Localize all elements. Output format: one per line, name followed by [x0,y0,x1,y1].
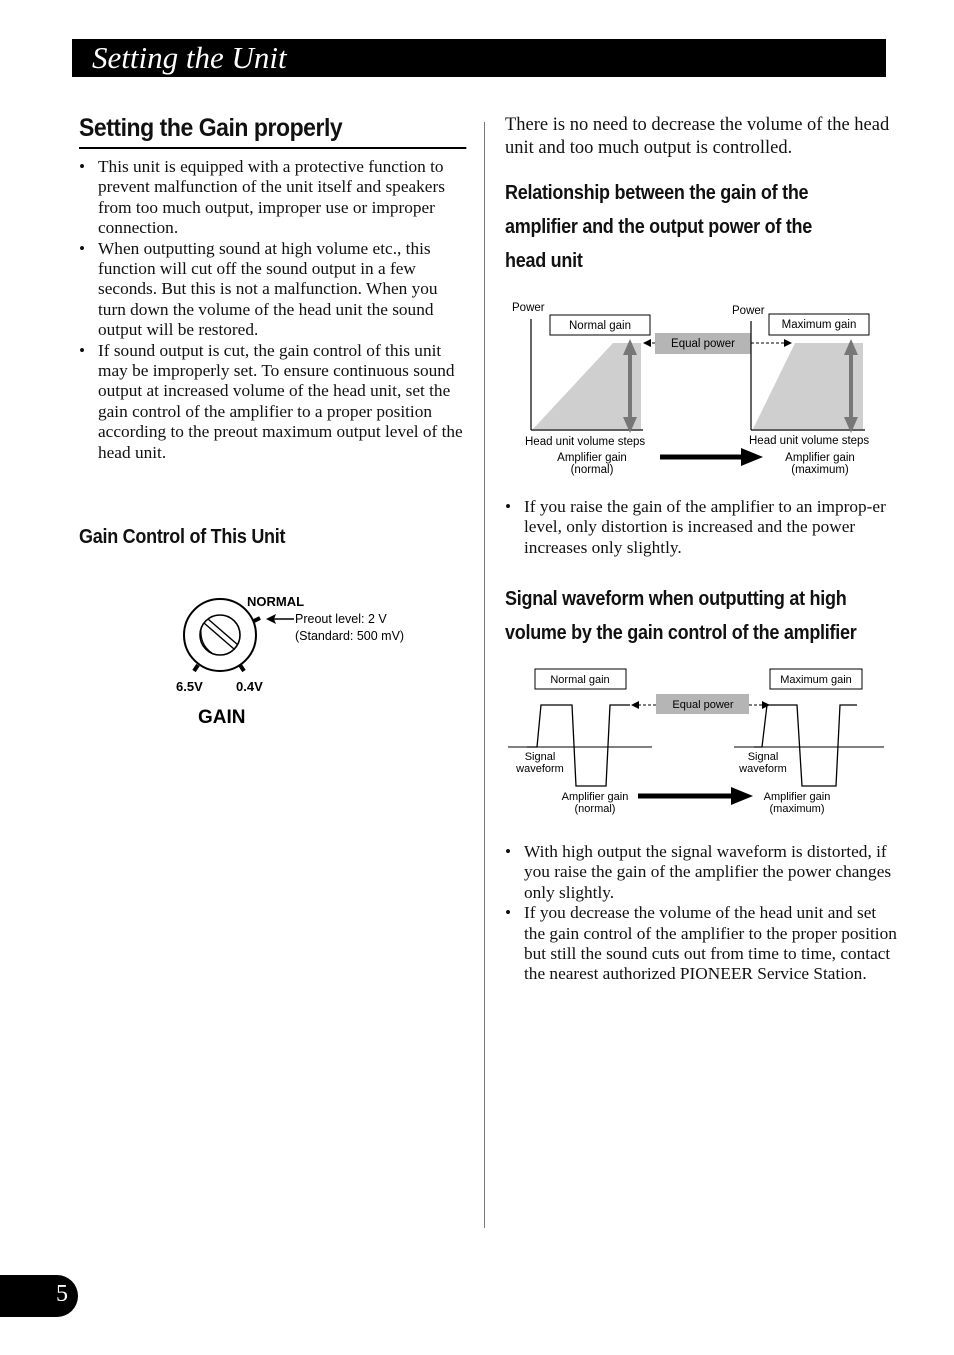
right-column [505,114,897,278]
page-title: Setting the Unit [92,40,287,75]
protection-bullets [79,157,467,463]
maximum-gain-label: Maximum gain [781,319,857,331]
list-item: • This unit is equipped with a protective function to prevent malfunction of the unit itself and speakers from too much output, improper use or improper connection. [79,157,467,239]
amp-gain-normal-sub: (normal) [570,464,614,476]
signal-waveform-label-sub: waveform [739,763,787,775]
power-relationship-diagram [505,295,900,485]
heading-line: head unit [505,250,583,272]
list-item: • With high output the signal waveform is distorted, if you raise the gain of the amplifier the power changes only slightly. [505,842,897,903]
amp-gain-maximum: Amplifier gain [763,791,831,803]
header-bar [72,39,886,77]
list-item: • If you decrease the volume of the head unit and set the gain control of the amplifier to the proper position but still the sound cuts out from time to time, contact the nearest authorized PIONEER Service Station. [505,903,897,985]
label-0-4v: 0.4V [236,679,263,694]
amp-gain-normal: Amplifier gain [557,452,627,464]
preout-level: Preout level: 2 V [295,612,387,626]
list-item: • When outputting sound at high volume etc., this function will cut off the sound output in a few seconds. But this is not a malfunction. When you turn down the volume of the head unit the sound output will be restored. [79,239,467,341]
equal-power-label: Equal power [672,699,734,711]
amp-gain-normal: Amplifier gain [561,791,629,803]
heading-line: volume by the gain control of the amplifier [505,622,857,644]
min-tick [194,665,198,671]
gain-knob-diagram [170,585,430,735]
signal-waveform-label-sub: waveform [516,763,564,775]
normal-gain-label: Normal gain [569,320,631,332]
section-title: Setting the Gain properly [79,114,466,149]
max-tick [240,665,244,671]
list-item: • If sound output is cut, the gain control of this unit may be improperly set. To ensure continuous sound output at increased volume of the head unit, set the gain control of the amplifier to a proper position according to the preout maximum output level of the head unit. [79,341,467,463]
power-area-normal [533,343,641,429]
left-column [79,114,467,548]
label-6-5v: 6.5V [176,679,203,694]
gain-control-heading: Gain Control of This Unit [79,526,286,548]
distortion-bullets [505,497,897,558]
signal-waveform-label: Signal [747,751,779,763]
heading-line: Relationship between the gain of the [505,182,809,204]
steps-label: Head unit volume steps [525,436,646,448]
gain-label: GAIN [198,707,246,728]
amp-gain-maximum: Amplifier gain [785,452,855,464]
column-divider [484,122,485,1228]
heading-line: Signal waveform when outputting at high [505,588,847,610]
amp-gain-maximum-sub: (maximum) [791,464,849,476]
page-number-badge [0,1275,78,1317]
power-area-maximum [753,343,863,429]
page-number: 5 [56,1281,68,1307]
intro-paragraph: There is no need to decrease the volume of the head unit and too much output is controlled. [505,115,890,158]
normal-label: NORMAL [247,594,305,609]
equal-power-label: Equal power [671,338,735,350]
normal-gain-label: Normal gain [550,674,610,686]
list-item: • If you raise the gain of the amplifier to an improp-er level, only distortion is increased and the power increases only slightly. [505,497,897,558]
power-axis-label: Power [732,305,765,317]
steps-label: Head unit volume steps [749,435,870,447]
heading-line: amplifier and the output power of the [505,216,813,238]
signal-waveform-label: Signal [524,751,556,763]
normal-tick [254,618,260,621]
relationship-heading [505,176,901,278]
power-axis-label: Power [512,302,545,314]
amp-gain-normal-sub: (normal) [574,803,616,815]
preout-standard: (Standard: 500 mV) [295,629,405,643]
waveform-bullets [505,842,897,985]
waveform-diagram [505,665,900,825]
waveform-heading [505,582,901,650]
maximum-gain-label: Maximum gain [780,674,852,686]
amp-gain-maximum-sub: (maximum) [769,803,825,815]
